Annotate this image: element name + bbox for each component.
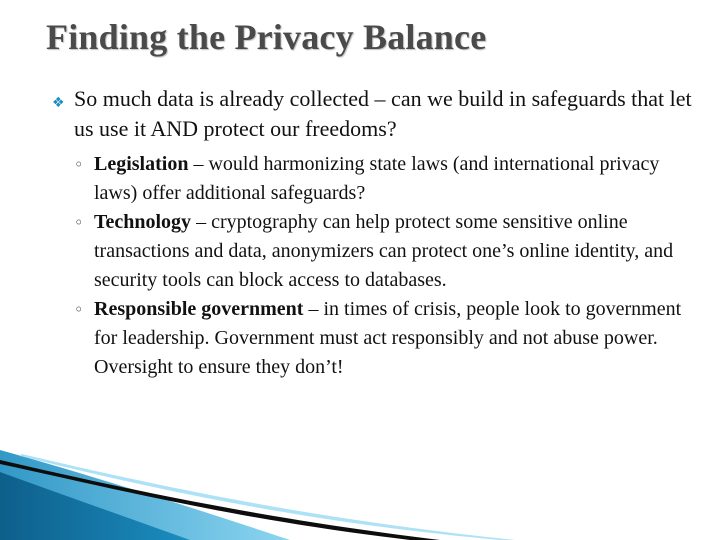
ring-bullet-icon: ◦ [74, 300, 84, 319]
sub-bullet-term: Technology [94, 211, 192, 233]
sub-bullet-technology [74, 208, 692, 295]
sub-bullet-list [74, 150, 692, 382]
slide-title: Finding the Privacy Balance [46, 17, 487, 57]
sub-bullet-text: – cryptography can help protect some sensitive online transactions and data, anonymizers can protect one’s online identity, and security tools can block access to databases. [94, 211, 674, 291]
slide-content [52, 84, 692, 382]
sub-bullet-term: Responsible government [94, 298, 304, 320]
sub-bullet-responsible-government [74, 295, 692, 382]
sub-bullet-legislation [74, 150, 692, 208]
bullet-text: So much data is already collected – can we build in safeguards that let us use it AND protect our freedoms? [74, 86, 692, 141]
square-bullet-icon: ❖ [52, 95, 65, 111]
ring-bullet-icon: ◦ [74, 155, 84, 174]
bullet-level1 [52, 84, 692, 144]
decorative-wave-graphic [0, 450, 720, 540]
sub-bullet-text: – would harmonizing state laws (and international privacy laws) offer additional safeguards? [94, 153, 660, 204]
ring-bullet-icon: ◦ [74, 213, 84, 232]
sub-bullet-term: Legislation [94, 153, 189, 175]
sub-bullet-text: – in times of crisis, people look to government for leadership. Government must act responsibly and not abuse power. Oversight to ensure they don’t! [94, 298, 682, 378]
